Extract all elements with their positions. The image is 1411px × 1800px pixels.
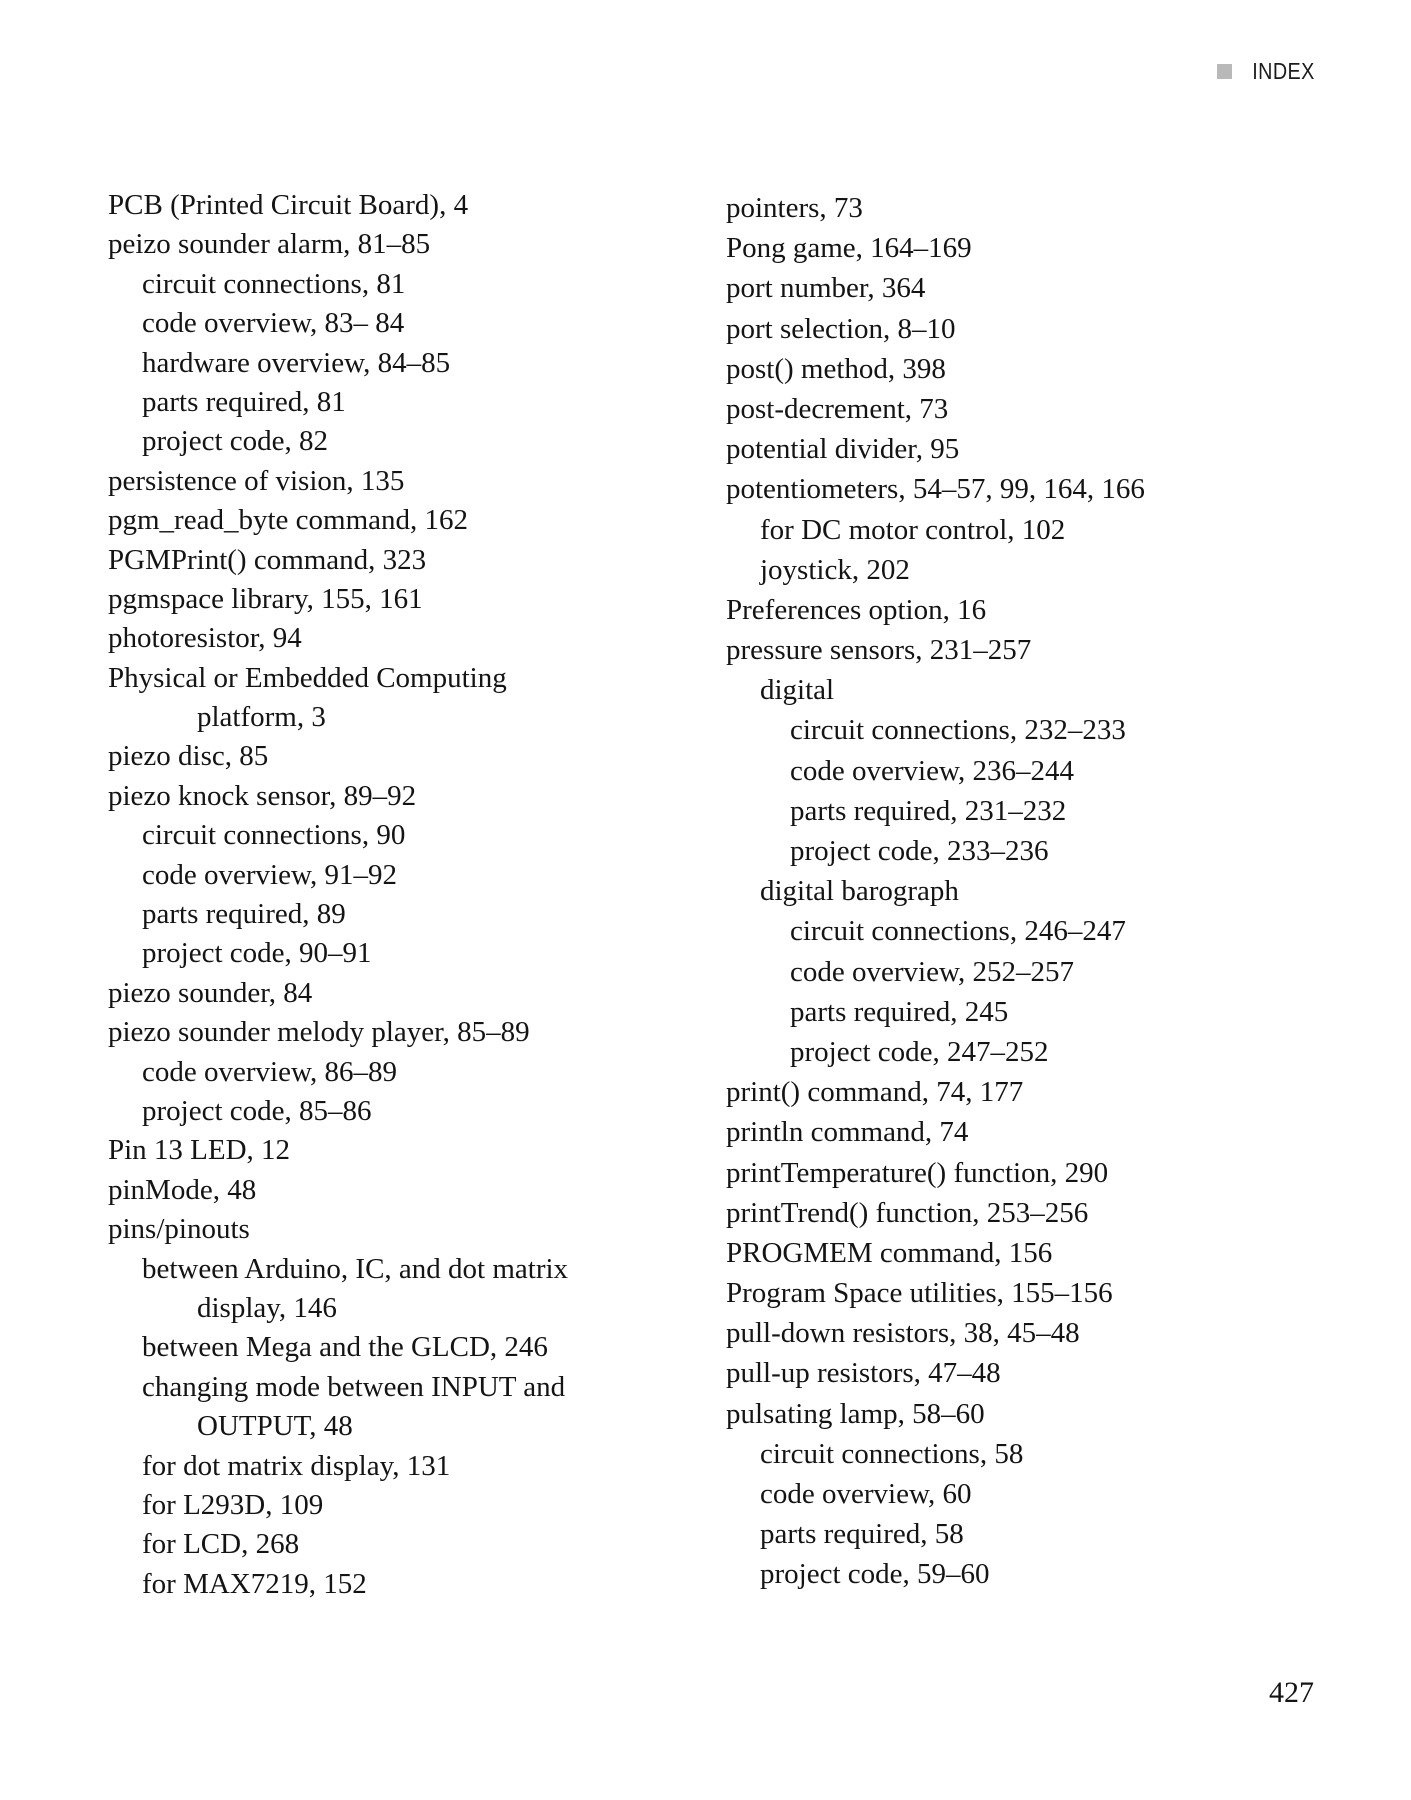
index-entry-line: code overview, 252–257 [790, 955, 1075, 988]
index-entry-line: pressure sensors, 231–257 [726, 634, 1032, 667]
index-entry-line: project code, 82 [142, 425, 329, 458]
index-entry-line: Pin 13 LED, 12 [108, 1134, 291, 1167]
index-entry-wrap-line: OUTPUT, 48 [197, 1410, 353, 1443]
index-entry-line: parts required, 89 [142, 898, 346, 931]
index-entry-line: PCB (Printed Circuit Board), 4 [108, 189, 469, 221]
index-entry-line: PGMPrint() command, 323 [108, 543, 427, 576]
index-entry-line: code overview, 91–92 [142, 858, 398, 891]
index-entry-line: potentiometers, 54–57, 99, 164, 166 [726, 473, 1145, 506]
index-entry-line: project code, 90–91 [142, 937, 372, 970]
index-entry-line: printTemperature() function, 290 [726, 1156, 1109, 1189]
running-head-label: INDEX [1252, 58, 1315, 84]
index-entry-line: code overview, 86–89 [142, 1055, 398, 1088]
index-entry-line: potential divider, 95 [726, 433, 960, 466]
index-entry-line: for LCD, 268 [142, 1528, 300, 1561]
index-entry-line: changing mode between INPUT and [142, 1370, 566, 1403]
index-entry-line: parts required, 245 [790, 995, 1009, 1028]
index-entry-line: pull-down resistors, 38, 45–48 [726, 1317, 1080, 1350]
index-entry-wrap-line: display, 146 [197, 1291, 337, 1324]
index-entry-line: code overview, 236–244 [790, 754, 1075, 787]
index-entry-line: peizo sounder alarm, 81–85 [108, 228, 431, 261]
index-entry-line: post-decrement, 73 [726, 392, 949, 425]
index-entry-line: post() method, 398 [726, 352, 946, 385]
index-entry-line: project code, 85–86 [142, 1094, 372, 1127]
index-entry-line: between Arduino, IC, and dot matrix [142, 1252, 569, 1285]
index-entry-line: piezo knock sensor, 89–92 [108, 779, 417, 812]
index-entry-line: Physical or Embedded Computing [108, 661, 507, 694]
index-column-right [726, 188, 1366, 1595]
index-entry-line: project code, 59–60 [760, 1558, 990, 1591]
index-entry-line: pinMode, 48 [108, 1173, 257, 1206]
index-entry-line: code overview, 60 [760, 1478, 972, 1510]
index-entry-line: photoresistor, 94 [108, 622, 302, 655]
index-entry-line: parts required, 231–232 [790, 794, 1067, 827]
index-entry-line: joystick, 202 [760, 553, 910, 586]
index-entry-line: for dot matrix display, 131 [142, 1449, 451, 1482]
index-entry-line: persistence of vision, 135 [108, 464, 405, 497]
index-entry-line: circuit connections, 232–233 [790, 714, 1126, 747]
index-entry-line: printTrend() function, 253–256 [726, 1196, 1089, 1229]
running-head [1217, 58, 1315, 85]
index-entry-line: piezo sounder melody player, 85–89 [108, 1016, 530, 1049]
index-column-left [108, 186, 718, 1604]
index-entry-line: Program Space utilities, 155–156 [726, 1277, 1113, 1310]
index-entry-line: pgm_read_byte command, 162 [108, 504, 468, 537]
index-entry-line: println command, 74 [726, 1116, 969, 1149]
index-entry-line: PROGMEM command, 156 [726, 1236, 1053, 1269]
index-entry-line: parts required, 58 [760, 1518, 964, 1551]
index-entry-line: pgmspace library, 155, 161 [108, 582, 423, 615]
index-entry-line: piezo disc, 85 [108, 740, 269, 773]
index-entry-line: port selection, 8–10 [726, 312, 956, 345]
index-entry-line: port number, 364 [726, 272, 926, 305]
index-entry-line: project code, 247–252 [790, 1035, 1049, 1068]
index-entry-wrap-line: platform, 3 [197, 701, 326, 734]
page-number: 427 [1269, 1676, 1314, 1709]
index-entry-line: circuit connections, 58 [760, 1437, 1024, 1470]
index-entry-line: between Mega and the GLCD, 246 [142, 1331, 548, 1364]
index-entry-line: pulsating lamp, 58–60 [726, 1397, 985, 1430]
index-entry-line: for L293D, 109 [142, 1488, 324, 1521]
index-entry-line: print() command, 74, 177 [726, 1076, 1024, 1109]
index-entry-line: circuit connections, 81 [142, 267, 406, 300]
index-entry-line: pointers, 73 [726, 192, 863, 224]
index-entry-line: for MAX7219, 152 [142, 1567, 367, 1600]
index-entry-line: Preferences option, 16 [726, 593, 987, 626]
index-entry-line: hardware overview, 84–85 [142, 346, 451, 379]
index-entry-line: project code, 233–236 [790, 835, 1049, 867]
index-entry-line: pins/pinouts [108, 1213, 250, 1246]
index-entry-line: circuit connections, 246–247 [790, 915, 1126, 948]
index-entry-line: circuit connections, 90 [142, 819, 406, 852]
index-entry-line: digital barograph [760, 875, 959, 908]
index-entry-line: Pong game, 164–169 [726, 232, 972, 265]
index-entry-line: piezo sounder, 84 [108, 976, 313, 1009]
index-entry-line: for DC motor control, 102 [760, 513, 1066, 546]
index-entry-line: pull-up resistors, 47–48 [726, 1357, 1001, 1390]
section-marker-square-icon [1217, 64, 1232, 79]
index-entry-line: parts required, 81 [142, 385, 346, 418]
index-entry-line: code overview, 83– 84 [142, 307, 405, 340]
index-entry-line: digital [760, 674, 835, 707]
